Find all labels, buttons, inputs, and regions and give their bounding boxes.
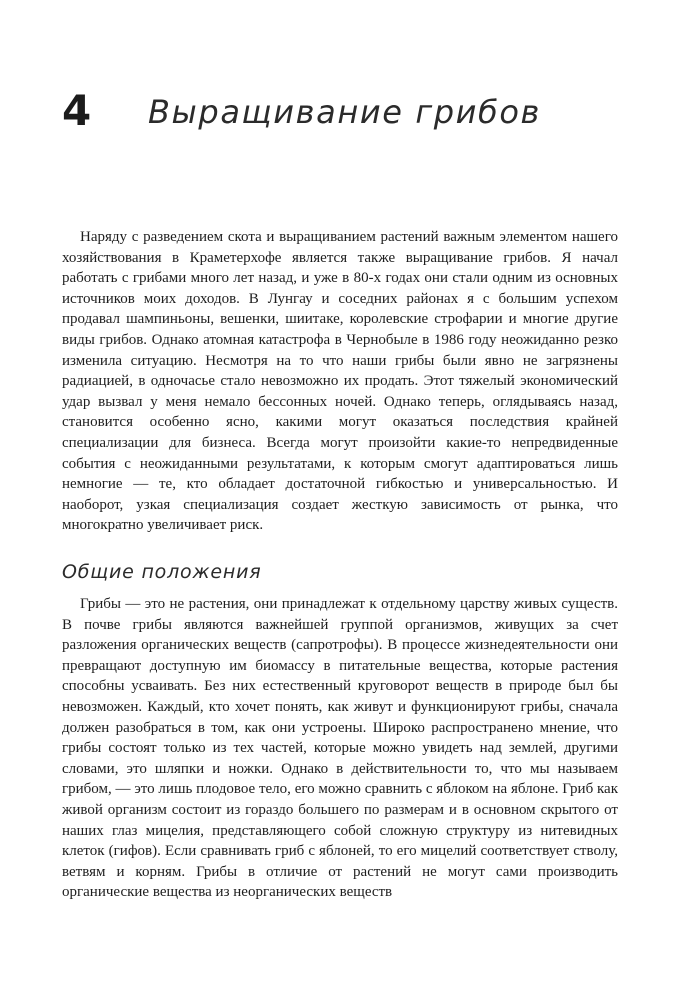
chapter-title: Выращивание грибов (148, 93, 542, 131)
intro-paragraph: Наряду с разведением скота и выращиванием растений важным элементом нашего хозяйствования в Краметерхофе является также выращивание грибов. Я начал работать с грибами много лет назад, и уже в 80-х годах они стали одним из основных источников моих доходов. В Лунгау и соседних районах я с большим успехом продавал шампиньоны, вешенки, шиитаке, королевские строфарии и многие другие виды грибов. Однако атомная катастрофа в Чернобыле в 1986 году неожиданно резко изменила ситуацию. Несмотря на то что наши грибы были явно не загрязнены радиацией, в одночасье стало невозможно их продать. Этот тяжелый экономический удар вызвал у меня немало бессонных ночей. Однако теперь, оглядываясь назад, становится особенно ясно, какими могут оказаться последствия крайней специализации для бизнеса. Всегда могут произойти какие-то непредвиденные события с неожиданными результатами, к которым смогут адаптироваться лишь немногие — те, кто обладает достаточной гибкостью и универсальностью. И наоборот, узкая специализация создает жесткую зависимость от рынка, что многократно увеличивает риск. (62, 229, 618, 534)
section-paragraph: Грибы — это не растения, они принадлежат к отдельному царству живых существ. В почве грибы являются важнейшей группой организмов, живущих за счет разложения органических веществ (сапротрофы). В процессе жизнедеятельности они превращают доступную им биомассу в питательные вещества, которые растения способны усваивать. Без них естественный круговорот веществ в природе был бы невозможен. Каждый, кто хочет понять, как живут и функционируют грибы, сначала должен разобраться в том, как они устроены. Широко распространено мнение, что грибы состоят только из тех частей, которые можно увидеть над землей, другими словами, это шляпки и ножки. Однако в действительности то, что мы называем грибом, — это лишь плодовое тело, его можно сравнить с яблоком на яблоне. Гриб как живой организм состоит из гораздо большего по размерам и в основном скрытого от наших глаз мицелия, представляющего собой сложную структуру из нитевидных клеток (гифов). Если сравнивать гриб с яблоней, то его мицелий соответствует стволу, ветвям и корням. Грибы в отличие от растений не могут сами производить органические вещества из неорганических веществ (62, 596, 618, 901)
chapter-heading (62, 86, 662, 146)
chapter-number: 4 (62, 86, 92, 135)
section-heading: Общие положения (62, 561, 262, 583)
